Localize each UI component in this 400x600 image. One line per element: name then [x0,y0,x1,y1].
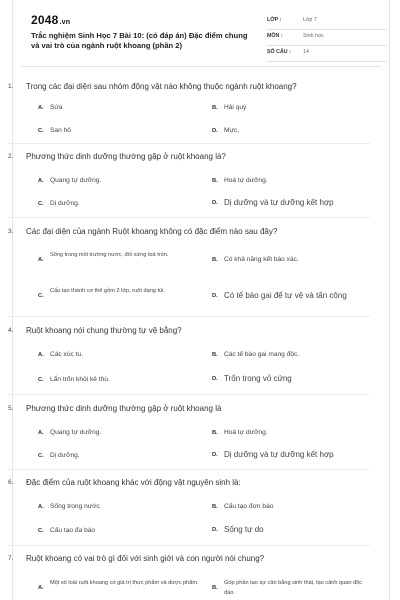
option-letter: D. [212,376,218,382]
meta-value: Lớp 7 [303,17,317,23]
question-number: 5. [8,405,14,412]
meta-label: SỐ CÂU : [267,49,291,55]
option-text: Một số loài ruột khoang có giá trị thực phẩm và dược phẩm. [50,580,199,586]
option-text: Cấu tạo thành cơ thể gồm 2 lớp, ruột dạng túi. [50,288,165,294]
divider [8,217,370,218]
option-letter: C. [38,201,44,207]
option-text: Quang tự dưỡng. [50,429,102,436]
option-text: San hô [50,127,71,134]
option-text: Góp phần tạo sự cân bằng sinh thái, tạo cảnh quan độc đáo. [224,580,363,596]
option-letter: C. [38,128,44,134]
option-letter: C. [38,377,44,383]
question-number: 3. [8,228,14,235]
option-letter: C. [38,528,44,534]
page-header [21,0,381,67]
question-text: Đặc điểm của ruột khoang khác với động vật nguyên sinh là: [26,478,241,487]
option-letter: A. [38,585,44,591]
option-letter: C. [38,293,44,299]
option-text: Hải quỳ [224,104,247,111]
option-letter: D. [212,293,218,299]
option-letter: D. [212,527,218,533]
option-text: Mực. [224,127,240,134]
option-text: Dị dưỡng và tự dưỡng kết hợp [224,198,334,207]
option-letter: A. [38,178,44,184]
option-text: Hoá tự dưỡng. [224,177,268,184]
option-letter: B. [212,257,218,263]
divider [8,143,370,144]
question-number: 1. [8,83,14,90]
option-text: Các tế bào gai mang độc. [224,351,300,358]
question-number: 2. [8,153,14,160]
option-letter: A. [38,257,44,263]
option-letter: D. [212,200,218,206]
site-logo[interactable] [31,13,70,27]
option-text: Trốn trong vỏ cứng [224,374,292,383]
logo-suffix: .vn [59,19,71,26]
meta-value: Sinh học [303,33,324,39]
question-text: Ruột khoang nói chung thường tự vệ bằng? [26,326,182,335]
option-text: Hoá tự dưỡng. [224,429,268,436]
option-letter: B. [212,430,218,436]
logo-text: 2048 [31,13,59,27]
option-text: Có khả năng kết bào xác. [224,256,299,263]
option-text: Lẩn trốn khỏi kẻ thù. [50,376,110,383]
option-text: Dị dưỡng. [50,200,80,207]
question-number: 6. [8,479,14,486]
meta-info [267,14,387,62]
divider [8,469,370,470]
option-text: Sống tự do [224,525,264,534]
option-text: Các xúc tu. [50,351,83,358]
option-letter: D. [212,452,218,458]
option-letter: B. [212,105,218,111]
option-text: Dị dưỡng. [50,452,80,459]
option-text: Cấu tạo đa bào [50,527,96,534]
meta-row-count [267,46,387,62]
meta-label: MÔN : [267,33,283,39]
option-text: Quang tự dưỡng. [50,177,102,184]
divider [8,545,370,546]
meta-row-class [267,14,387,30]
option-text: Sống trong nước [50,503,100,510]
option-text: Sống trong môi trường nước, đối xứng toả tròn. [50,252,169,258]
question-number: 4. [8,327,14,334]
option-letter: C. [38,453,44,459]
question-text: Phương thức dinh dưỡng thường gặp ở ruột khoang là [26,404,222,413]
divider [8,316,370,317]
option-letter: A. [38,352,44,358]
question-text: Trong các đại diện sau nhóm động vật nào không thuộc ngành ruột khoang? [26,82,297,91]
option-text: Có tế bào gai để tự vệ và tấn công [224,291,347,300]
option-letter: B. [212,585,218,591]
question-number: 7. [8,555,14,562]
meta-value: 14 [303,49,309,55]
option-text: Dị dưỡng và tự dưỡng kết hợp [224,450,334,459]
option-letter: B. [212,504,218,510]
option-letter: B. [212,352,218,358]
option-letter: D. [212,128,218,134]
option-letter: A. [38,430,44,436]
option-text: Cấu tạo đơn bào [224,503,274,510]
document-title: Trắc nghiệm Sinh Học 7 Bài 10: (có đáp án) Đặc điểm chung và vai trò của ngành ruột khoang (phần 2) [31,31,248,50]
question-text: Ruột khoang có vai trò gì đối với sinh giới và con người nói chung? [26,554,265,563]
option-letter: A. [38,105,44,111]
meta-row-subject [267,30,387,46]
option-text: Sứa [50,104,63,111]
meta-label: LỚP : [267,17,282,23]
option-letter: B. [212,178,218,184]
question-text: Phương thức dinh dưỡng thường gặp ở ruột khoang là? [26,152,226,161]
divider [8,394,370,395]
option-letter: A. [38,504,44,510]
question-text: Các đại diện của ngành Ruột khoang không có đặc điểm nào sau đây? [26,227,278,236]
